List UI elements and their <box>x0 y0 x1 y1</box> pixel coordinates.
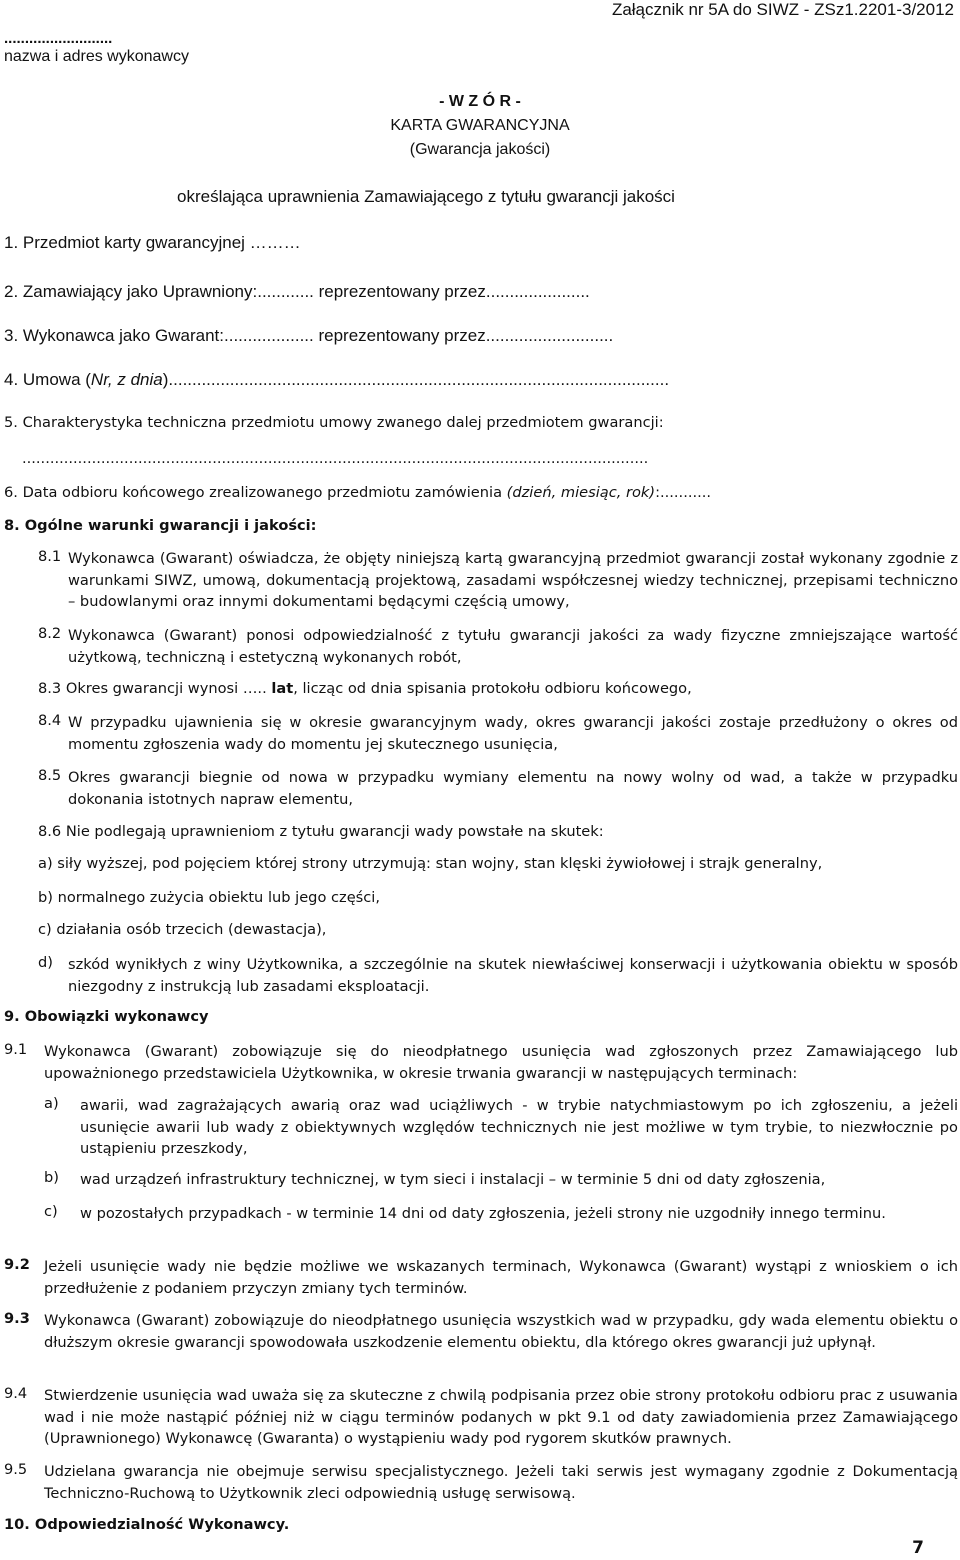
p86-item-a: a) siły wyższej, pod pojęciem której strony utrzymują: stan wojny, stan klęski żywiołowej i strajk generalny, <box>38 855 823 872</box>
p84-number: 8.4 <box>38 712 62 729</box>
p83-text: 8.3 Okres gwarancji wynosi ….. lat, licząc od dnia spisania protokołu odbioru końcowego, <box>38 680 692 697</box>
item-5: 5. Charakterystyka techniczna przedmiotu umowy zwanego dalej przedmiotem gwarancji: <box>4 414 664 431</box>
p93-text: Wykonawca (Gwarant) zobowiązuje do nieodpłatnego usunięcia wszystkich wad w przypadku, gdy wada elementu obiektu o dłuższym okresie gwarancji spowodowała uszkodzenie elementu obiektu, dla którego okres gwarancji już upłynął. <box>44 1312 958 1351</box>
title-sub: (Gwarancja jakości) <box>409 141 551 158</box>
title-intro: określająca uprawnienia Zamawiającego z tytułu gwarancji jakości <box>177 187 675 206</box>
item-4: 4. Umowa (Nr, z dnia).......................................................................................................... <box>4 370 670 389</box>
p91-item-b-label: b) <box>44 1169 59 1186</box>
p91-item-a-label: a) <box>44 1095 59 1112</box>
p95-text: Udzielana gwarancja nie obejmuje serwisu specjalistycznego. Jeżeli taki serwis jest wymagany zgodnie z Dokumentacją Techniczno-Ruchową to Użytkownik zleci odpowiednią usługę serwisową. <box>44 1463 958 1502</box>
contractor-label: nazwa i adres wykonawcy <box>4 48 189 65</box>
p82-number: 8.2 <box>38 625 62 642</box>
p95-number: 9.5 <box>4 1461 28 1478</box>
item-5-dots: ....................................................................................................................................... <box>22 450 649 467</box>
item-3: 3. Wykonawca jako Gwarant:................... reprezentowany przez........................... <box>4 326 614 345</box>
p94-number: 9.4 <box>4 1385 28 1402</box>
p91-item-a: awarii, wad zagrażających awarią oraz wad uciążliwych - w trybie natychmiastowym po ich zgłoszeniu, a jeżeli usunięcie awarii lub wady z obiektywnych względów technicznych nie jest możliwe w tym trybie, to niezwłocznie po ustąpieniu przeszkody, <box>80 1097 958 1157</box>
item-2: 2. Zamawiający jako Uprawniony:............ reprezentowany przez...................... <box>4 282 590 301</box>
page-number: 7 <box>912 1538 924 1558</box>
p91-item-c-label: c) <box>44 1203 58 1220</box>
p91-item-b: wad urządzeń infrastruktury technicznej, w tym sieci i instalacji – w terminie 5 dni od daty zgłoszenia, <box>80 1171 826 1188</box>
section-8-heading: 8. Ogólne warunki gwarancji i jakości: <box>4 517 317 534</box>
p93-number: 9.3 <box>4 1310 30 1327</box>
item-1: 1. Przedmiot karty gwarancyjnej ……… <box>4 233 301 252</box>
p92-text: Jeżeli usunięcie wady nie będzie możliwe we wskazanych terminach, Wykonawca (Gwarant) wystąpi z wnioskiem o ich przedłużenie z podaniem przyczyn zmiany tych terminów. <box>44 1258 958 1297</box>
section-9-heading: 9. Obowiązki wykonawcy <box>4 1008 209 1025</box>
p94-text: Stwierdzenie usunięcia wad uważa się za skuteczne z chwilą podpisania przez obie strony protokołu odbioru prac z usuwania wad i nie może nastąpić później niż w ciągu terminów podanych w pkt 9.1 od daty zawiadomienia przez Zamawiającego (Uprawnionego) Wykonawcę (Gwaranta) o wystąpieniu wady pod rygorem skutków prawnych. <box>44 1387 958 1447</box>
attachment-reference: Załącznik nr 5A do SIWZ - ZSz1.2201-3/2012 <box>611 0 954 19</box>
p81-number: 8.1 <box>38 548 62 565</box>
section-10-heading: 10. Odpowiedzialność Wykonawcy. <box>4 1516 290 1533</box>
title-wzor: - W Z Ó R - <box>439 93 521 110</box>
p86-item-c: c) działania osób trzecich (dewastacja), <box>38 921 327 938</box>
p81-text: Wykonawca (Gwarant) oświadcza, że objęty niniejszą kartą gwarancyjną przedmiot gwarancji został wykonany zgodnie z warunkami SIWZ, umową, dokumentacją projektową, zasadami współczesnej wiedzy technicznej, przepisami techniczno – budowlanymi oraz innymi dokumentami będącymi częścią umowy, <box>68 550 958 610</box>
item-6: 6. Data odbioru końcowego zrealizowanego przedmiotu zamówienia (dzień, miesiąc, rok):........... <box>4 484 712 501</box>
p86-item-d-label: d) <box>38 954 53 971</box>
p84-text: W przypadku ujawnienia się w okresie gwarancyjnym wady, okres gwarancji jakości zostaje przedłużony o okres od momentu zgłoszenia wady do momentu jej skutecznego usunięcia, <box>68 714 958 753</box>
p91-item-c: w pozostałych przypadkach - w terminie 14 dni od daty zgłoszenia, jeżeli strony nie uzgodniły innego terminu. <box>80 1205 886 1222</box>
p85-text: Okres gwarancji biegnie od nowa w przypadku wymiany elementu na nowy wolny od wad, a także w przypadku dokonania istotnych napraw elementu, <box>68 769 958 808</box>
title-karta: KARTA GWARANCYJNA <box>390 117 570 134</box>
p86-item-b: b) normalnego zużycia obiektu lub jego części, <box>38 889 380 906</box>
p86-item-d: szkód wynikłych z winy Użytkownika, a szczególnie na skutek niewłaściwej konserwacji i użytkowania obiektu w sposób niezgodny z instrukcją lub zasadami eksploatacji. <box>68 956 958 995</box>
p91-number: 9.1 <box>4 1041 28 1058</box>
p86-text: 8.6 Nie podlegają uprawnieniom z tytułu gwarancji wady powstałe na skutek: <box>38 823 604 840</box>
p91-text: Wykonawca (Gwarant) zobowiązuje się do nieodpłatnego usunięcia wad zgłoszonych przez Zamawiającego lub upoważnionego przedstawiciela Użytkownika, w okresie trwania gwarancji w następujących terminach: <box>44 1043 958 1082</box>
p92-number: 9.2 <box>4 1256 30 1273</box>
p82-text: Wykonawca (Gwarant) ponosi odpowiedzialność z tytułu gwarancji jakości za wady fizyczne zmniejszające wartość użytkową, techniczną i estetyczną wykonanych robót, <box>68 627 958 666</box>
contractor-dots: .......................... <box>4 30 113 47</box>
p85-number: 8.5 <box>38 767 62 784</box>
